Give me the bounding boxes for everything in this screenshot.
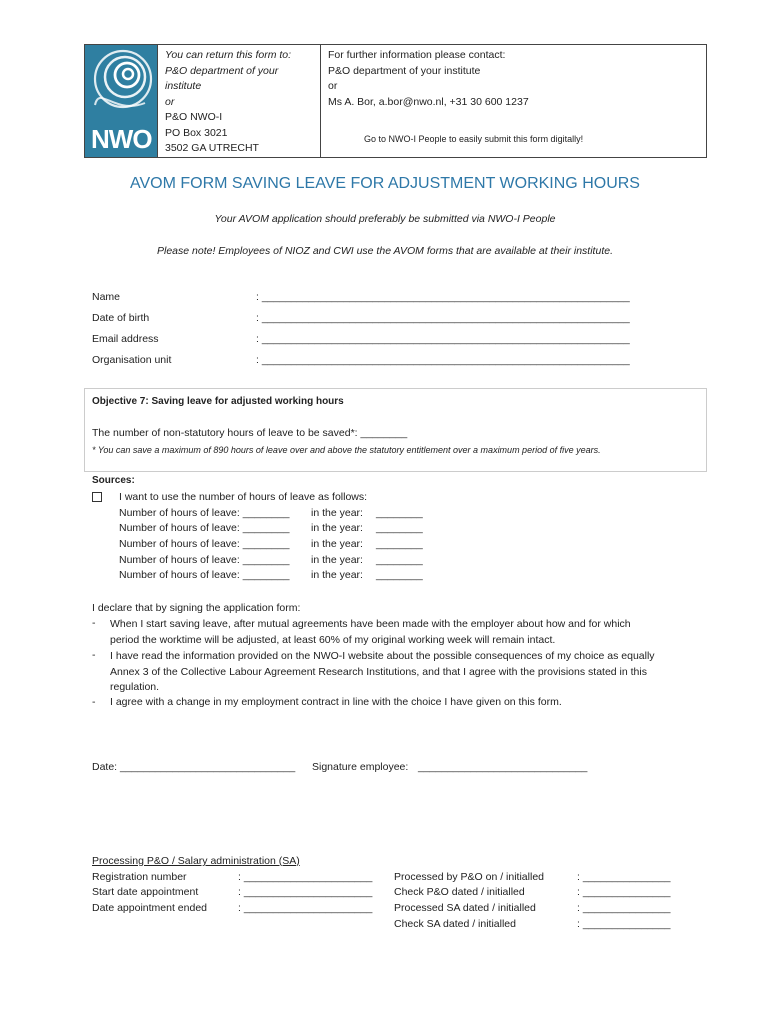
end-date-field[interactable]: : ______________________ [238,902,373,914]
header-divider [157,45,158,157]
hours-row[interactable]: Number of hours of leave: ________ [119,569,290,581]
declaration-item: When I start saving leave, after mutual agreements have been made with the employer about how and for which period the worktime will be adjusted, at least 60% of my original working week will remain intact. [110,618,631,646]
objective-footnote: * You can save a maximum of 890 hours of leave over and above the statutory entitlement over a maximum period of five years. [92,445,601,455]
note: Please note! Employees of NIOZ and CWI use the AVOM forms that are available at their institute. [157,245,613,257]
declaration-intro: I declare that by signing the application form: [92,602,301,614]
header-divider [320,45,321,157]
year-label: in the year: [311,507,363,519]
logo-text: NWO [91,124,152,154]
check-po-field[interactable]: : _______________ [577,886,671,898]
email-field[interactable]: : _______________________________________________________________ [256,333,630,345]
name-field[interactable]: : _______________________________________________________________ [256,291,630,303]
dob-label: Date of birth [92,312,150,324]
year-label: in the year: [311,554,363,566]
sources-heading: Sources: [92,475,135,486]
org-unit-label: Organisation unit [92,354,172,366]
contact-info: For further information please contact: P&O department of your institute or Ms A. Bor, a.bor@nwo.nl, +31 30 600 1237 [328,49,529,108]
email-label: Email address [92,333,159,345]
year-field[interactable]: ________ [376,507,423,519]
subtitle: Your AVOM application should preferably be submitted via NWO-I People [214,213,556,225]
return-address: You can return this form to: P&O department of your institute or P&O NWO-I PO Box 3021 3502 GA UTRECHT [165,49,292,154]
start-date-label: Start date appointment [92,886,199,898]
date-field[interactable]: ______________________________ [120,761,296,773]
dob-field[interactable]: : _______________________________________________________________ [256,312,630,324]
processed-po-field[interactable]: : _______________ [577,871,671,883]
nwo-logo [85,45,157,157]
bullet: - [92,696,96,708]
hours-row[interactable]: Number of hours of leave: ________ [119,538,290,550]
year-label: in the year: [311,522,363,534]
year-field[interactable]: ________ [376,569,423,581]
check-sa-label: Check SA dated / initialled [394,918,516,930]
year-field[interactable]: ________ [376,554,423,566]
bullet: - [92,649,96,661]
year-label: in the year: [311,569,363,581]
year-label: in the year: [311,538,363,550]
checkbox-label: I want to use the number of hours of leave as follows: [119,491,368,503]
processed-sa-field[interactable]: : _______________ [577,902,671,914]
org-unit-field[interactable]: : _______________________________________________________________ [256,354,630,366]
declaration-item: I agree with a change in my employment contract in line with the choice I have given on this form. [110,696,562,708]
signature-field[interactable]: _____________________________ [418,761,588,773]
processed-sa-label: Processed SA dated / initialled [394,902,536,914]
hours-row[interactable]: Number of hours of leave: ________ [119,507,290,519]
objective-heading: Objective 7: Saving leave for adjusted working hours [92,396,344,407]
sources-checkbox[interactable] [92,492,102,502]
hours-row[interactable]: Number of hours of leave: ________ [119,522,290,534]
check-po-label: Check P&O dated / initialled [394,886,525,898]
hours-question[interactable]: The number of non-statutory hours of leave to be saved*: ________ [92,427,408,439]
start-date-field[interactable]: : ______________________ [238,886,373,898]
year-field[interactable]: ________ [376,538,423,550]
hours-row[interactable]: Number of hours of leave: ________ [119,554,290,566]
processed-po-label: Processed by P&O on / initialled [394,871,544,883]
bullet: - [92,617,96,629]
end-date-label: Date appointment ended [92,902,208,914]
signature-label: Signature employee: [312,761,409,773]
digital-note[interactable]: Go to NWO-I People to easily submit this form digitally! [364,134,584,144]
declaration-item: I have read the information provided on the NWO-I website about the possible consequences of my choice as equally Annex 3 of the Collective Labour Agreement Research Institutions, and that I agree with the provisions stated in this regulation. [110,650,655,693]
page-title: AVOM FORM SAVING LEAVE FOR ADJUSTMENT WORKING HOURS [130,175,640,192]
registration-label: Registration number [92,871,187,883]
processing-heading: Processing P&O / Salary administration (SA) [92,855,300,867]
date-label: Date: [92,761,118,773]
name-label: Name [92,291,121,303]
registration-field[interactable]: : ______________________ [238,871,373,883]
check-sa-field[interactable]: : _______________ [577,918,671,930]
year-field[interactable]: ________ [376,522,423,534]
